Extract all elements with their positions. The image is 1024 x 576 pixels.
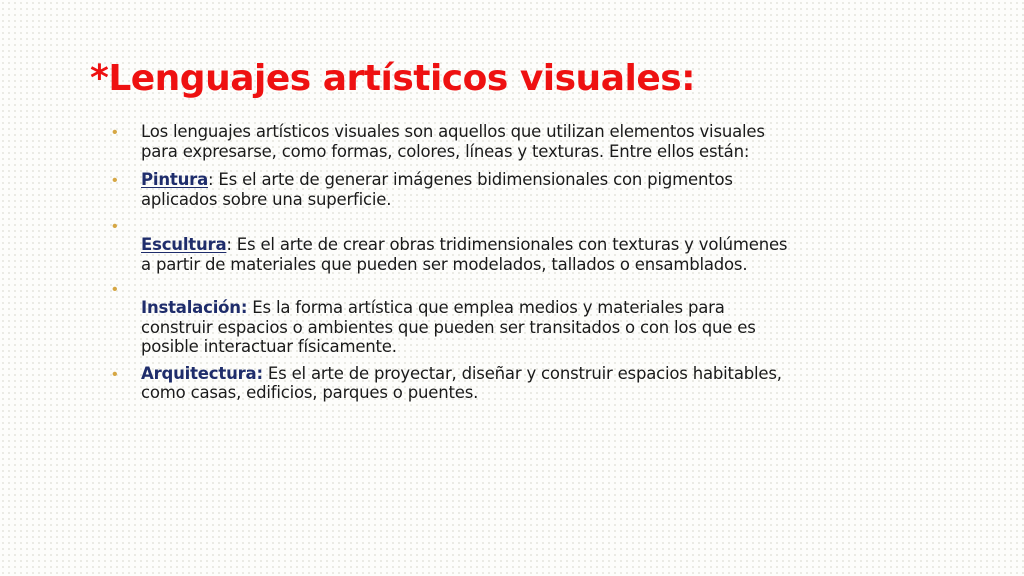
bullet-dot-icon: • [112,172,118,189]
pintura-line-2: aplicados sobre una superficie. [141,189,392,209]
instalacion-term: Instalación: [141,298,248,317]
slide-title: *Lenguajes artísticos visuales: [90,58,696,99]
arquitectura-line-2: como casas, edificios, parques o puentes. [141,383,479,402]
instalacion-definition: Es la forma artística que emplea medios y materiales para [247,298,725,317]
pintura-term: Pintura [141,170,209,189]
escultura-line-2: a partir de materiales que pueden ser modelados, tallados o ensamblados. [141,254,748,274]
list-item-arquitectura [112,364,912,403]
pintura-line-1 [141,170,912,190]
pintura-definition: : Es el arte de generar imágenes bidimensionales con pigmentos [208,170,733,189]
list-item-pintura [112,170,912,209]
escultura-line-1 [141,235,912,255]
escultura-term: Escultura [141,235,227,254]
instalacion-line-2: construir espacios o ambientes que pueden ser transitados o con los que es [141,317,756,337]
intro-line-2: para expresarse, como formas, colores, líneas y texturas. Entre ellos están: [141,141,750,161]
intro-line-1: Los lenguajes artísticos visuales son aquellos que utilizan elementos visuales [141,122,765,141]
bullet-list [112,122,912,403]
instalacion-line-1 [141,298,912,318]
bullet-dot-icon: • [112,124,118,141]
arquitectura-definition: Es el arte de proyectar, diseñar y construir espacios habitables, [262,363,782,383]
bullet-dot-icon: • [112,281,118,298]
list-item-escultura [112,216,912,274]
bullet-dot-icon: • [112,218,118,235]
instalacion-line-3: posible interactuar físicamente. [141,337,397,356]
list-item-intro [112,122,912,161]
arquitectura-term: Arquitectura: [141,363,263,383]
bullet-dot-icon: • [112,365,118,383]
list-item-instalacion [112,279,912,357]
escultura-definition: : Es el arte de crear obras tridimensionales con texturas y volúmenes [226,235,788,254]
arquitectura-line-1 [141,364,912,384]
